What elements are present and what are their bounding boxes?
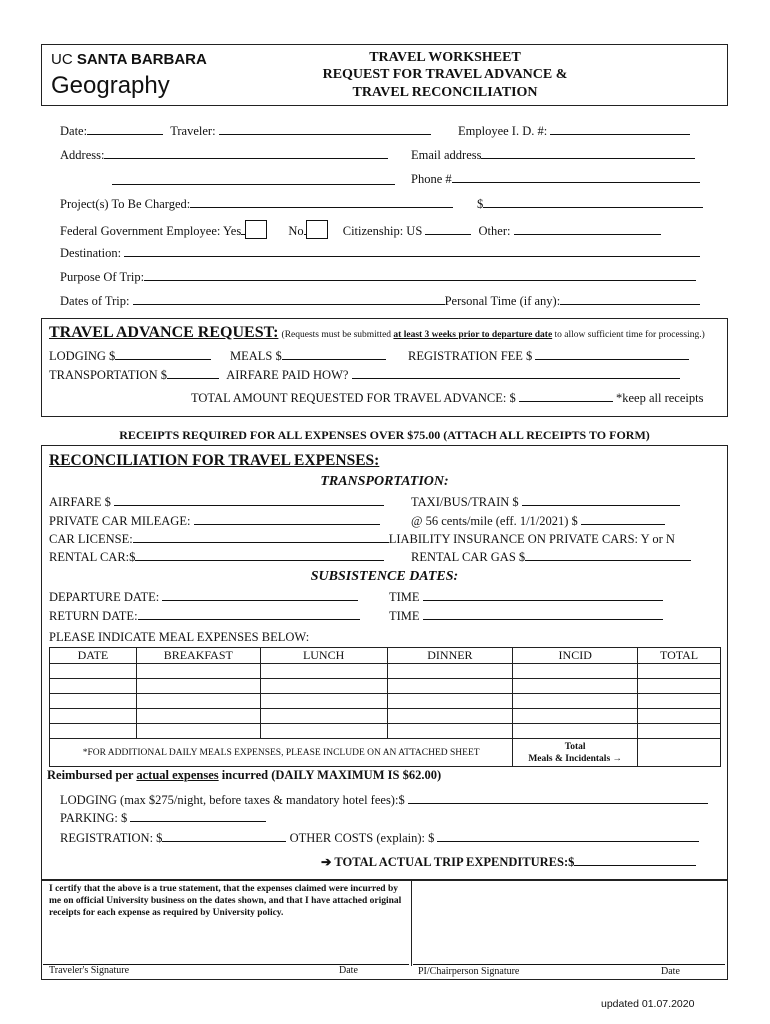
form-title-line-2: REQUEST FOR TRAVEL ADVANCE & [322,67,568,82]
table-row[interactable] [50,724,721,739]
traveler-date-label: Date [339,965,358,976]
table-row[interactable] [50,694,721,709]
pi-date-label: Date [661,966,680,977]
projects-amount-field[interactable] [483,196,703,208]
advance-total-field[interactable] [519,390,613,402]
departure-time-field[interactable] [423,589,663,601]
total-trip-row [321,854,696,870]
santa-barbara-text: SANTA BARBARA [76,51,207,68]
mileage-field[interactable] [581,513,665,525]
total-meals-field[interactable] [638,739,721,767]
advance-lodging-field[interactable] [115,348,211,360]
employee-id-field[interactable] [550,123,690,135]
table-row[interactable] [50,679,721,694]
pi-signature-label: PI/Chairperson Signature [418,966,520,977]
return-row [49,608,360,624]
meals-footer-row [50,739,721,767]
registration-row [60,830,699,846]
advance-registration-field[interactable] [535,348,689,360]
address-row [60,147,388,163]
uc-text: UC [51,51,73,68]
federal-no-label: No [288,224,304,238]
advance-row-1 [49,348,211,364]
car-license-field[interactable] [133,531,389,543]
return-time-label: TIME [389,609,420,623]
advance-note-post: to allow sufficient time for processing.) [552,330,705,340]
phone-row [411,171,700,187]
taxi-field[interactable] [522,494,680,506]
advance-transportation-label: TRANSPORTATION $ [49,368,168,382]
advance-lodging-label: LODGING $ [49,349,116,363]
federal-label: Federal Government Employee: Yes [60,224,242,238]
private-car-field[interactable] [194,513,380,525]
rental-car-row [49,549,384,565]
mileage-label: @ 56 cents/mile (eff. 1/1/2021) $ [411,514,578,528]
personal-time-field[interactable] [560,293,700,305]
private-car-label: PRIVATE CAR MILEAGE: [49,514,191,528]
mileage-row [411,513,665,529]
traveler-field[interactable] [219,123,431,135]
certification-divider [411,880,412,966]
address-field-2[interactable] [112,184,395,185]
projects-amount-row [477,196,703,212]
col-lunch: LUNCH [260,648,387,664]
taxi-label: TAXI/BUS/TRAIN $ [411,495,519,509]
advance-note-bold: at least 3 weeks prior to departure date [393,330,553,340]
table-row[interactable] [50,709,721,724]
employee-id-label: Employee I. D. #: [458,124,548,138]
total-label: Total [564,741,586,752]
phone-field[interactable] [452,171,700,183]
table-row[interactable] [50,664,721,679]
advance-registration-label: REGISTRATION FEE $ [408,349,533,363]
purpose-row [60,269,696,285]
meal-footnote: *FOR ADDITIONAL DAILY MEALS EXPENSES, PLEASE INCLUDE ON AN ATTACHED SHEET [50,739,513,767]
departure-row [49,589,358,605]
projects-label: Project(s) To Be Charged: [60,197,191,211]
airfare-label: AIRFARE $ [49,495,111,509]
dates-label: Dates of Trip: [60,294,130,308]
receipts-notice: RECEIPTS REQUIRED FOR ALL EXPENSES OVER $75.00 (ATTACH ALL RECEIPTS TO FORM) [119,428,650,442]
departure-time-row [389,589,663,605]
departure-label: DEPARTURE DATE: [49,590,160,604]
projects-dollar-label: $ [477,197,484,211]
advance-note-pre: (Requests must be submitted [281,330,394,340]
keep-receipts-label: *keep all receipts [615,391,704,405]
rental-gas-row [411,549,691,565]
registration-field[interactable] [162,830,286,842]
date-field[interactable] [87,123,163,135]
personal-time-label: Personal Time (if any): [444,294,561,308]
private-car-row [49,513,380,529]
advance-total-row [191,390,703,406]
federal-row [60,220,661,239]
rental-car-field[interactable] [135,549,384,561]
parking-row [60,810,266,826]
email-field[interactable] [481,147,695,159]
form-title-line-3: TRAVEL RECONCILIATION [352,85,538,100]
car-license-row [49,531,675,547]
total-trip-field[interactable] [574,854,696,866]
lodging-field[interactable] [408,792,708,804]
advance-total-label: TOTAL AMOUNT REQUESTED FOR TRAVEL ADVANCE: $ [191,391,516,405]
return-time-field[interactable] [423,608,663,620]
pi-signature-line[interactable] [413,964,725,965]
parking-label: PARKING: $ [60,811,128,825]
rental-gas-field[interactable] [525,549,691,561]
updated-note: updated 01.07.2020 [601,998,695,1010]
taxi-row [411,494,680,510]
citizenship-other-field[interactable] [514,223,661,235]
federal-yes-checkbox[interactable] [245,220,267,239]
projects-row [60,196,453,212]
total-meals-label [513,739,638,767]
meals-header-row [50,648,721,664]
address-label: Address: [60,148,105,162]
advance-title-row [49,324,705,342]
federal-no-checkbox[interactable] [306,220,328,239]
department-name: Geography [51,72,170,99]
destination-label: Destination: [60,246,122,260]
advance-meals-field[interactable] [282,348,386,360]
advance-registration [408,348,689,364]
dates-field[interactable] [133,293,445,305]
form-title-line-1: TRAVEL WORKSHEET [369,50,521,65]
car-license-label: CAR LICENSE: [49,532,133,546]
airfare-field[interactable] [114,494,384,506]
return-label: RETURN DATE: [49,609,138,623]
purpose-field[interactable] [144,269,696,281]
reimbursed-pre: Reimbursed per [47,768,137,782]
destination-field[interactable] [124,245,700,257]
email-row [411,147,695,163]
advance-transportation-field[interactable] [167,367,219,379]
departure-field[interactable] [162,589,358,601]
advance-meals-label: MEALS $ [230,349,282,363]
transportation-heading: TRANSPORTATION: [320,474,449,489]
citizenship-us-field[interactable] [425,223,471,235]
certification-statement: I certify that the above is a true statement, that the expenses claimed were incurred by me on official University business on the dates shown, and that I have attached original receipts for each expense as required by University policy. [49,884,402,918]
col-date: DATE [50,648,137,664]
date-label: Date: [60,124,88,138]
meals-table [49,647,721,767]
projects-field[interactable] [190,196,453,208]
destination-row [60,245,700,261]
other-costs-label: OTHER COSTS (explain): $ [289,831,435,845]
citizenship-other-label: Other: [478,224,511,238]
advance-title: TRAVEL ADVANCE REQUEST: [49,324,279,341]
rental-car-label: RENTAL CAR:$ [49,550,136,564]
advance-airfare-label: AIRFARE PAID HOW? [226,368,349,382]
advance-meals [230,348,386,364]
address-field-1[interactable] [104,147,388,159]
parking-field[interactable] [130,810,266,822]
col-dinner: DINNER [387,648,513,664]
col-incid: INCID [513,648,638,664]
reimbursed-underline: actual expenses [136,768,219,782]
total-trip-label: TOTAL ACTUAL TRIP EXPENDITURES:$ [334,855,575,869]
date-row [60,123,431,139]
university-name [51,51,207,68]
purpose-label: Purpose Of Trip: [60,270,145,284]
advance-airfare-field[interactable] [352,367,680,379]
dates-row [60,293,700,309]
return-field[interactable] [138,608,360,620]
meal-prompt: PLEASE INDICATE MEAL EXPENSES BELOW: [49,630,310,644]
traveler-label: Traveler: [170,124,216,138]
liability-label: LIABILITY INSURANCE ON PRIVATE CARS: Y or N [388,532,675,546]
traveler-signature-label: Traveler's Signature [49,965,130,976]
employee-id-row [458,123,690,139]
registration-label: REGISTRATION: $ [60,831,163,845]
advance-note [282,330,705,340]
lodging-label: LODGING (max $275/night, before taxes & mandatory hotel fees):$ [60,793,405,807]
reimbursed-note [47,768,441,783]
meals-incidentals-label: Meals & Incidentals → [528,753,623,764]
other-costs-field[interactable] [437,830,699,842]
advance-row-2 [49,367,680,383]
airfare-row [49,494,384,510]
reconciliation-title: RECONCILIATION FOR TRAVEL EXPENSES: [49,452,380,469]
lodging-row [60,792,708,808]
arrow-icon: ➔ [321,855,332,869]
email-label: Email address [411,148,482,162]
subsistence-heading: SUBSISTENCE DATES: [310,569,459,584]
reimbursed-post: incurred (DAILY MAXIMUM IS $62.00) [218,768,442,782]
rental-gas-label: RENTAL CAR GAS $ [411,550,526,564]
departure-time-label: TIME [389,590,420,604]
citizenship-label: Citizenship: US [342,224,423,238]
phone-label: Phone # [411,172,452,186]
col-total: TOTAL [638,648,721,664]
col-breakfast: BREAKFAST [136,648,260,664]
return-time-row [389,608,663,624]
